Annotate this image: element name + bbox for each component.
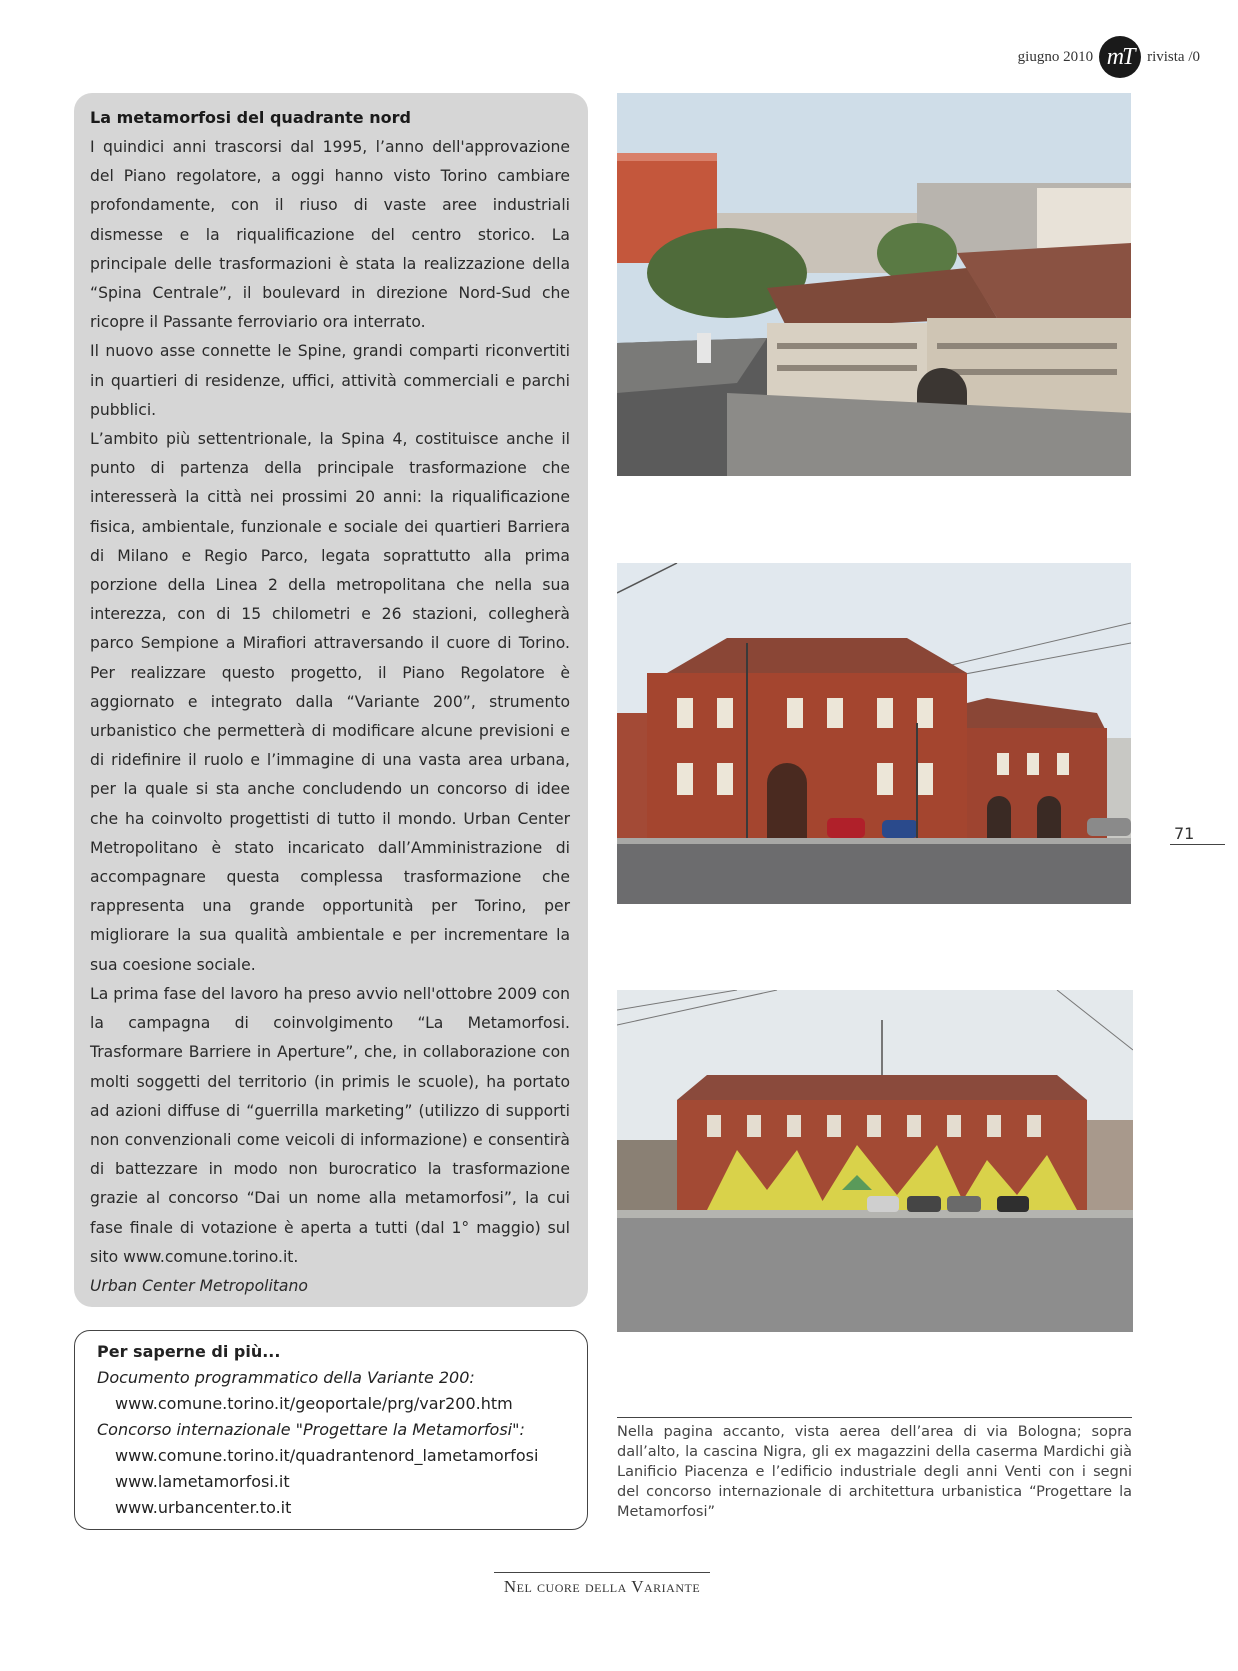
more-info-title: Per saperne di più... xyxy=(97,1342,281,1361)
issue-date: giugno 2010 xyxy=(1017,48,1094,65)
link-lametamorfosi[interactable]: www.lametamorfosi.it xyxy=(115,1472,290,1491)
page-header xyxy=(1018,32,1200,82)
article-panel xyxy=(74,93,588,1307)
more-info-label-2: Concorso internazionale "Progettare la Metamorfosi": xyxy=(97,1420,525,1439)
link-quadrante-nord[interactable]: www.comune.torino.it/quadrantenord_lametamorfosi xyxy=(115,1446,539,1465)
article-paragraph-3: L’ambito più settentrionale, la Spina 4, costituisce anche il punto di partenza della principale trasformazione che interesserà la città nei prossimi 20 anni: la riqualificazione fisica, ambientale, funzionale e sociale dei quartieri Barriera di Milano e Regio Parco, legata soprattutto alla prima porzione della Linea 2 della metropolitana che nella sua interezza, con di 15 chilometri e 26 stazioni, collegherà parco Sempione a Mirafiori attraversando il cuore di Torino. Per realizzare questo progetto, il Piano Regolatore è aggiornato e integrato dalla “Variante 200”, strumento urbanistico che permetterà di modificare alcune previsioni e di ridefinire il ruolo e l’immagine di una vasta area urbana, per la quale si sta anche concludendo un concorso di idee che ha coinvolto progettisti di tutto il mondo. Urban Center Metropolitano è stato incaricato dall’Amministrazione di accompagnare questa complessa trasformazione che rappresenta una grande opportunità per Torino, per migliorare la sua qualità ambientale e per incrementare la sua coesione sociale. xyxy=(90,430,570,974)
article-signature: Urban Center Metropolitano xyxy=(90,1276,308,1295)
more-info-label-1: Documento programmatico della Variante 200: xyxy=(97,1368,475,1387)
article-paragraph-4: La prima fase del lavoro ha preso avvio nell'ottobre 2009 con la campagna di coinvolgimento “La Metamorfosi. Trasformare Barriere in Aperture”, che, in collaborazione con molti soggetti del territorio (in primis le scuole), ha portato ad azioni diffuse di “guerrilla marketing” (utilizzo di supporti non convenzionali come veicoli di informazione) e consentirà di battezzare in modo non burocratico la trasformazione grazie al concorso “Dai un nome alla metamorfosi”, la cui fase finale di votazione è aperta a tutti (dal 1° maggio) sul sito www.comune.torino.it. xyxy=(90,984,570,1266)
article-title: La metamorfosi del quadrante nord xyxy=(90,108,411,127)
photo-industrial-building xyxy=(617,990,1133,1332)
link-urbancenter[interactable]: www.urbancenter.to.it xyxy=(115,1498,292,1517)
more-info-box xyxy=(74,1330,588,1530)
page-footer: Nel cuore della Variante xyxy=(494,1572,710,1597)
issue-label: rivista /0 xyxy=(1147,48,1200,65)
photo-cascina-nigra xyxy=(617,563,1131,904)
photo-caption: Nella pagina accanto, vista aerea dell’area di via Bologna; sopra dall’alto, la cascina Nigra, gli ex magazzini della caserma Mardichi già Lanificio Piacenza e l’edificio industriale degli anni Venti con i segni del concorso internazionale di architettura urbanistica “Progettare la Metamorfosi” xyxy=(617,1417,1132,1522)
magazine-logo: mT xyxy=(1099,36,1141,78)
photo-aerial-via-bologna xyxy=(617,93,1131,476)
link-variante-200[interactable]: www.comune.torino.it/geoportale/prg/var200.htm xyxy=(115,1394,513,1413)
page-number: 71 xyxy=(1170,824,1225,845)
article-paragraph-1: I quindici anni trascorsi dal 1995, l’anno dell'approvazione del Piano regolatore, a oggi hanno visto Torino cambiare profondamente, con il riuso di vaste aree industriali dismesse e la riqualificazione del centro storico. La principale delle trasformazioni è stata la realizzazione della “Spina Centrale”, il boulevard in direzione Nord-Sud che ricopre il Passante ferroviario ora interrato. xyxy=(90,138,570,332)
article-paragraph-2: Il nuovo asse connette le Spine, grandi comparti riconvertiti in quartieri di residenze, uffici, attività commerciali e parchi pubblici. xyxy=(90,342,570,419)
